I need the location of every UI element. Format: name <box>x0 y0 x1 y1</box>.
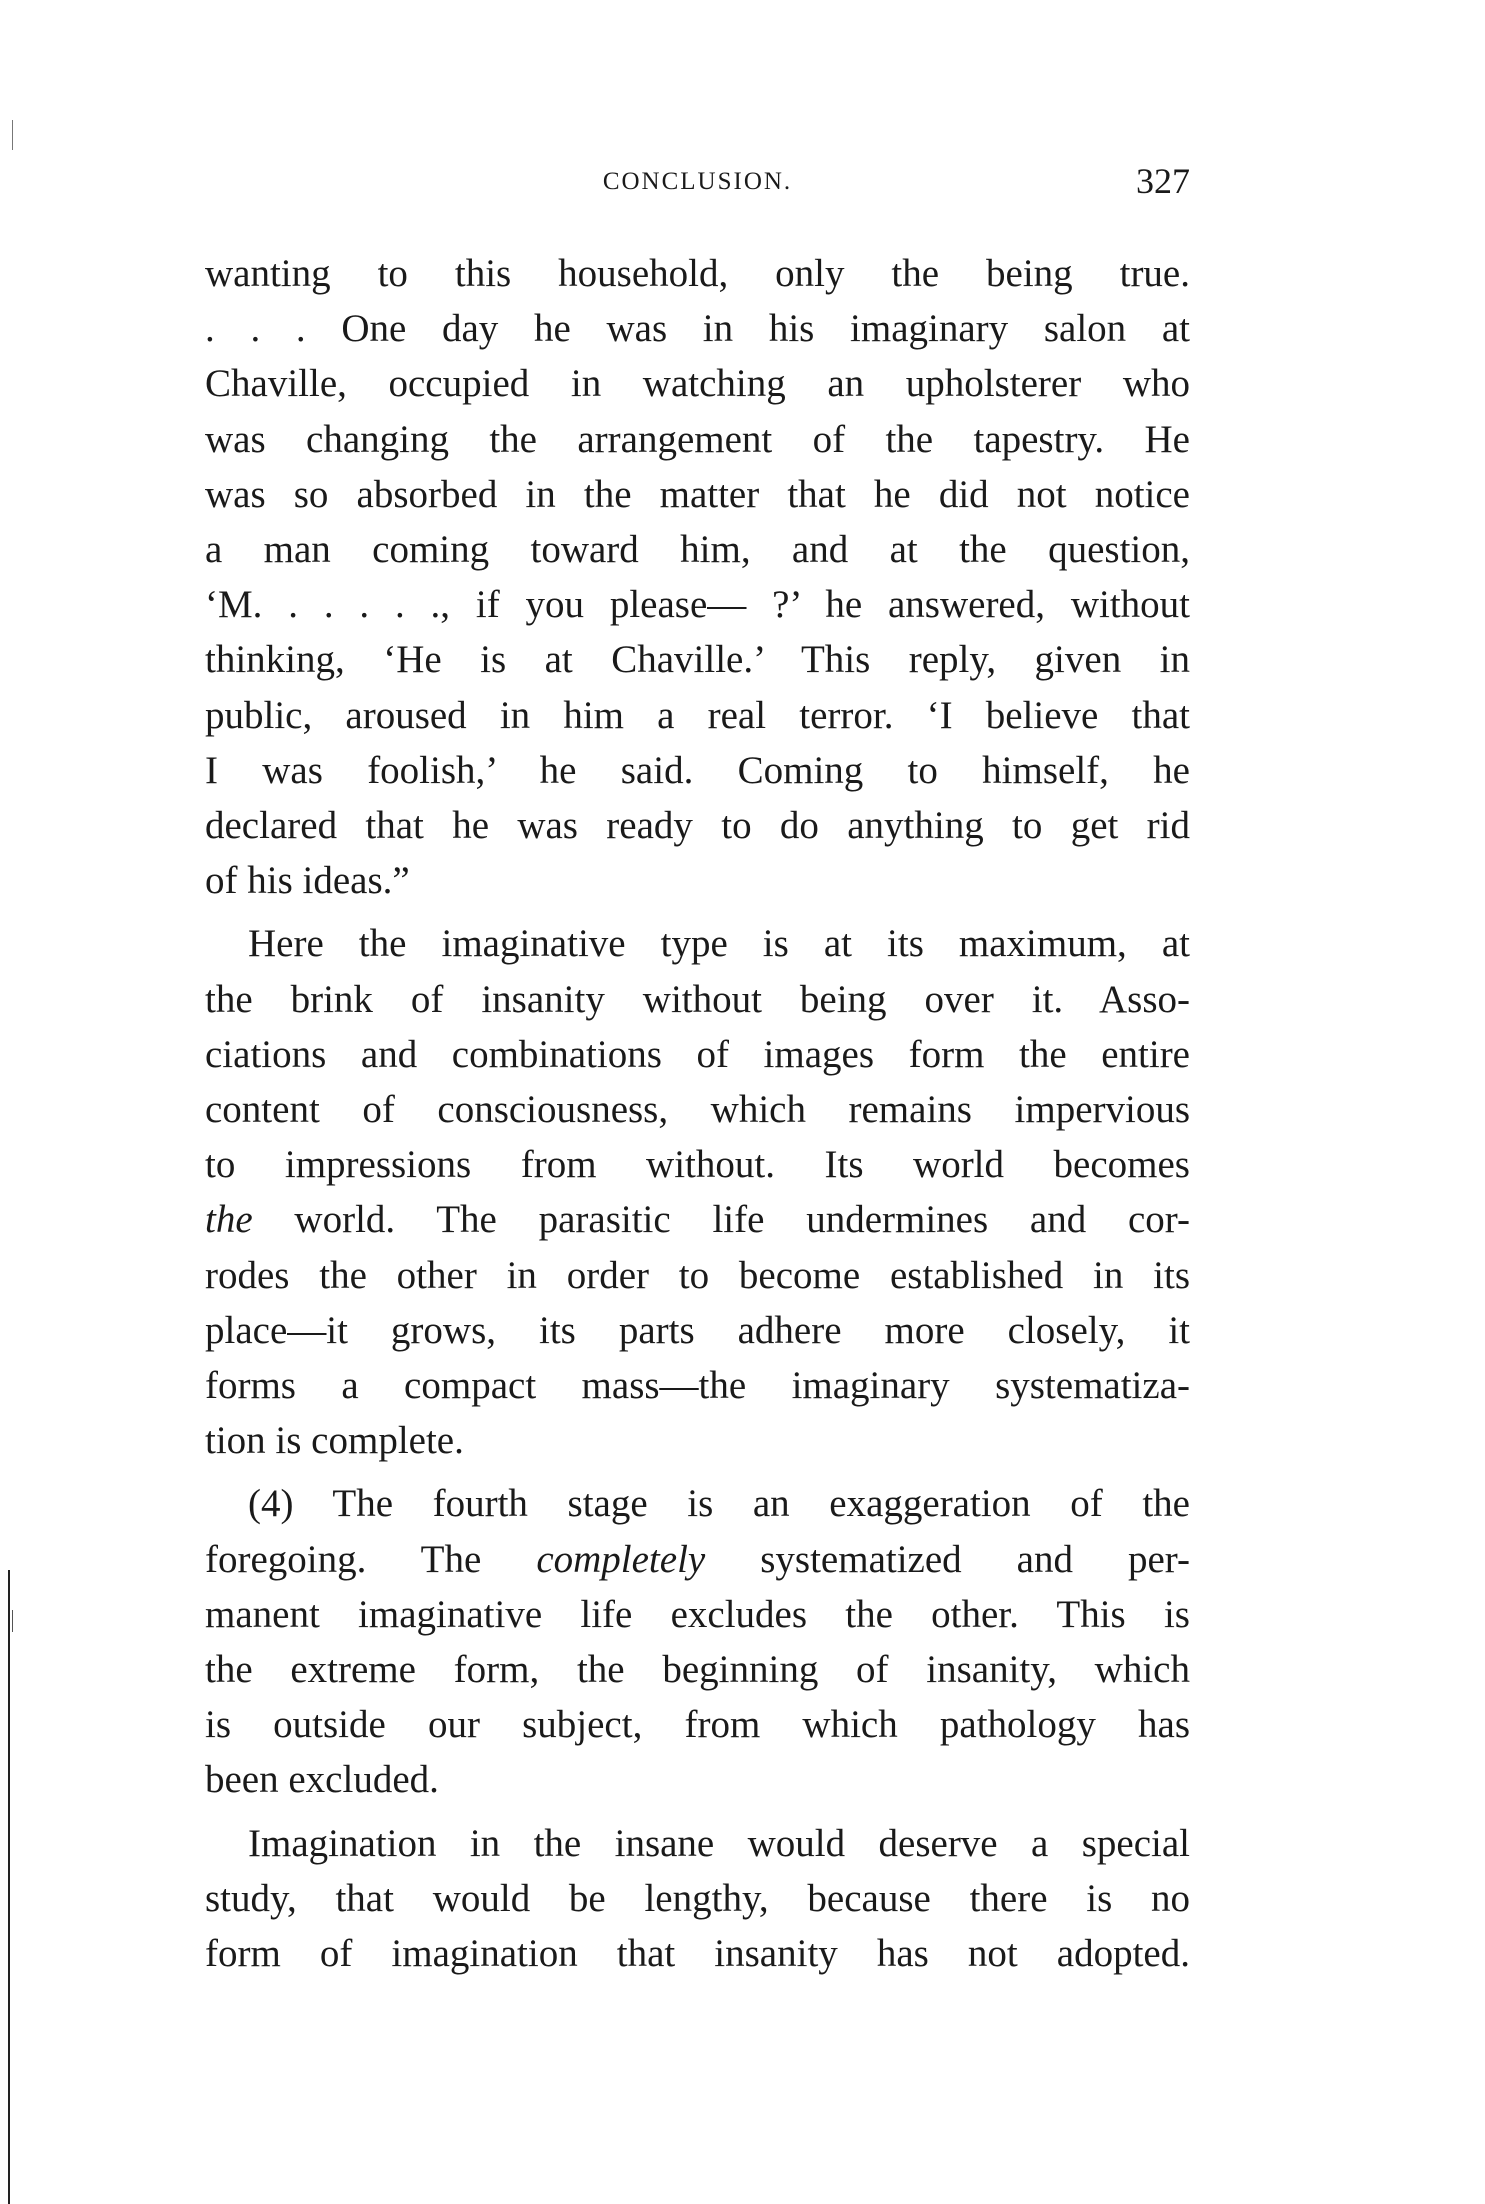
text-line: Chaville, occupied in watching an upholsterer who <box>205 362 1190 406</box>
page-number: 327 <box>1136 161 1190 201</box>
paragraph-quote-continuation <box>205 246 1190 908</box>
text-line: of his ideas.” <box>205 859 410 903</box>
text-line: Here the imaginative type is at its maximum, at <box>248 922 1190 966</box>
running-head <box>205 160 1190 200</box>
text-span: systematized and per- <box>705 1537 1190 1581</box>
text-line: form of imagination that insanity has not adopted. <box>205 1932 1190 1976</box>
text-line: thinking, ‘He is at Chaville.’ This reply, given in <box>205 638 1190 682</box>
text-line: ciations and combinations of images form the entire <box>205 1032 1190 1076</box>
binding-edge-mark <box>12 1610 13 1632</box>
body-text <box>205 246 1190 1981</box>
text-line: I was foolish,’ he said. Coming to himself, he <box>205 748 1190 792</box>
text-line: rodes the other in order to become established in its <box>205 1253 1190 1297</box>
text-span: world. The parasitic life undermines and cor- <box>252 1198 1190 1242</box>
text-line: wanting to this household, only the being true. <box>205 252 1190 295</box>
text-line: ‘M. . . . . ., if you please— ?’ he answered, without <box>205 583 1190 627</box>
text-line: to impressions from without. Its world becomes <box>205 1143 1190 1187</box>
text-line: the extreme form, the beginning of insanity, which <box>205 1648 1190 1692</box>
text-line: public, aroused in him a real terror. ‘I believe that <box>205 693 1190 737</box>
text-line: . . . One day he was in his imaginary salon at <box>205 307 1190 351</box>
text-line: forms a compact mass—the imaginary systematiza- <box>205 1364 1190 1408</box>
paragraph-imaginative-type <box>205 916 1190 1468</box>
text-line <box>205 1532 1190 1587</box>
binding-edge-mark <box>12 120 13 150</box>
text-line: is outside our subject, from which pathology has <box>205 1703 1190 1747</box>
text-line: the brink of insanity without being over it. Asso- <box>205 977 1190 1021</box>
text-line: (4) The fourth stage is an exaggeration of the <box>248 1482 1190 1526</box>
text-line: Imagination in the insane would deserve a special <box>248 1821 1190 1865</box>
running-title: CONCLUSION. <box>602 168 793 195</box>
text-line: was so absorbed in the matter that he did not notice <box>205 472 1190 516</box>
text-line: content of consciousness, which remains impervious <box>205 1088 1190 1132</box>
binding-edge-mark <box>8 1570 10 2204</box>
text-line: was changing the arrangement of the tapestry. He <box>205 417 1190 461</box>
text-line: study, that would be lengthy, because there is no <box>205 1876 1190 1920</box>
text-line: a man coming toward him, and at the question, <box>205 528 1190 572</box>
text-line: manent imaginative life excludes the other. This is <box>205 1592 1190 1636</box>
emphasis-the: the <box>205 1198 253 1242</box>
paragraph-fourth-stage <box>205 1476 1190 1807</box>
text-line: place—it grows, its parts adhere more closely, it <box>205 1308 1190 1352</box>
paragraph-insane-imagination <box>205 1816 1190 1982</box>
text-span: foregoing. The <box>205 1537 537 1581</box>
text-line: tion is complete. <box>205 1419 464 1463</box>
emphasis-completely: completely <box>536 1537 706 1581</box>
text-line <box>205 1192 1190 1247</box>
text-line: declared that he was ready to do anything to get rid <box>205 804 1190 848</box>
text-line: been excluded. <box>205 1758 439 1802</box>
